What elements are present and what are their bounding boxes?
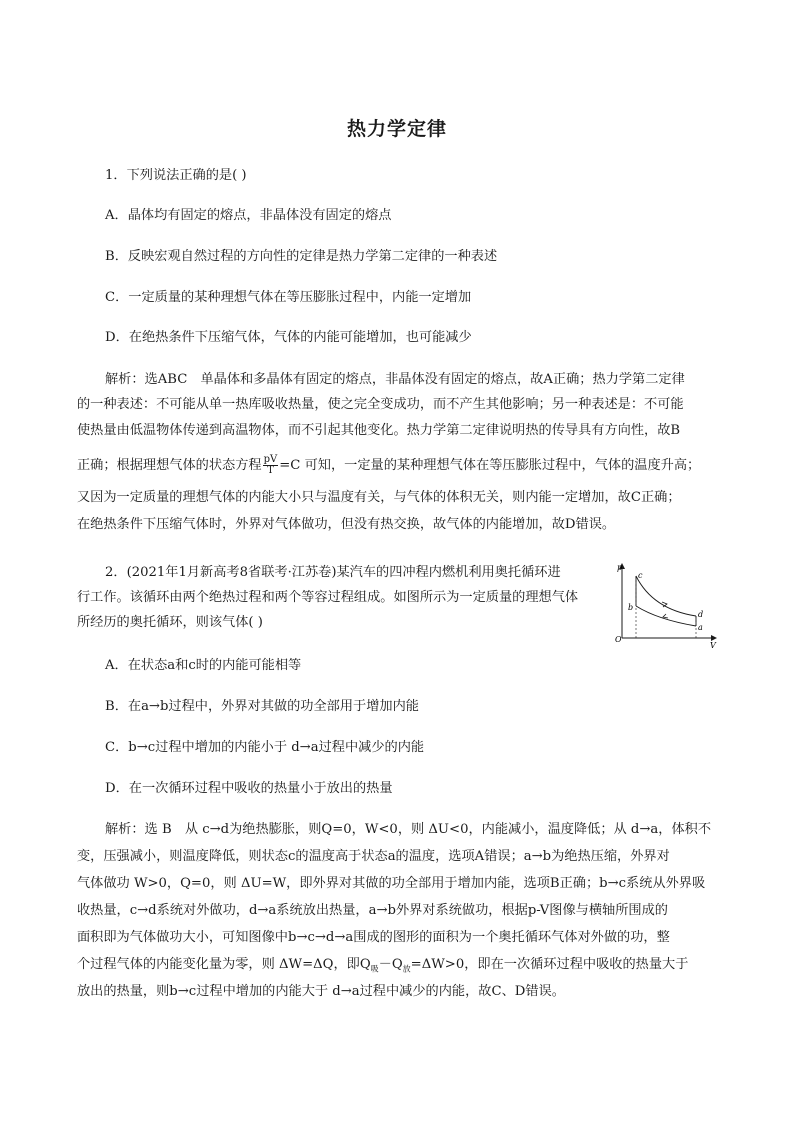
subscript-absorb: 吸 bbox=[370, 964, 379, 974]
question-2-explanation-line: 变，压强减小，则温度降低，则状态c的温度高于状态a的温度，选项A错误；a→b为绝热压缩，外界对 bbox=[77, 849, 670, 864]
fraction-numerator: pV bbox=[263, 454, 278, 465]
adiabatic-curve-cd bbox=[636, 576, 696, 616]
state-equation-fraction bbox=[263, 455, 279, 476]
arrow-a-to-b bbox=[663, 614, 668, 618]
question-1-stem: 1．下列说法正确的是( ) bbox=[105, 168, 247, 183]
point-b-label: b bbox=[628, 603, 634, 612]
question-1-explanation-line: 的一种表述：不可能从单一热库吸收热量，使之完全变成功，而不产生其他影响；另一种表述是：不可能 bbox=[77, 397, 684, 412]
question-1-explanation-line: 又因为一定质量的理想气体的内能大小只与温度有关，与气体的体积无关，则内能一定增加，故C正确； bbox=[77, 490, 681, 505]
subscript-release: 放 bbox=[402, 964, 411, 974]
question-2-stem-line: 2．(2021年1月新高考8省联考·江苏卷)某汽车的四冲程内燃机利用奥托循环进 bbox=[105, 565, 561, 580]
otto-cycle-pv-diagram bbox=[612, 560, 722, 650]
point-d-label: d bbox=[698, 610, 704, 619]
v-axis-label: V bbox=[710, 641, 716, 650]
question-1-explanation-line: 在绝热条件下压缩气体时，外界对气体做功，但没有热交换，故气体的内能增加，故D错误。 bbox=[77, 517, 616, 532]
question-1-explanation-line bbox=[77, 455, 700, 476]
question-2-option-a: A．在状态a和c时的内能可能相等 bbox=[105, 658, 302, 673]
question-2-explanation-line: 面积即为气体做功大小，可知图像中b→c→d→a围成的图形的面积为一个奥托循环气体对外做的功，整 bbox=[77, 930, 670, 945]
fraction-denominator: T bbox=[267, 465, 274, 476]
question-1-explanation-line: 使热量由低温物体传递到高温物体，而不引起其他变化。热力学第二定律说明热的传导具有方向性，故B bbox=[77, 423, 681, 438]
question-2-stem-line: 行工作。该循环由两个绝热过程和两个等容过程组成。如图所示为一定质量的理想气体 bbox=[77, 590, 579, 605]
question-2-option-c: C．b→c过程中增加的内能小于 d→a过程中减少的内能 bbox=[105, 740, 425, 755]
explanation-text: =ΔW>0，即在一次循环过程中吸收的热量大于 bbox=[410, 957, 689, 972]
question-2-explanation-line: 放出的热量，则b→c过程中增加的内能大于 d→a过程中减少的内能，故C、D错误。 bbox=[77, 984, 565, 999]
explanation-text: 正确；根据理想气体的状态方程 bbox=[77, 458, 262, 473]
question-1-explanation-line: 解析：选ABC 单晶体和多晶体有固定的熔点，非晶体没有固定的熔点，故A正确；热力学第二定律 bbox=[105, 372, 685, 387]
question-2-explanation-line: 气体做功 W>0，Q=0，则 ΔU=W，即外界对其做的功全部用于增加内能，选项B正确；b→c系统从外界吸 bbox=[77, 876, 706, 891]
point-c-label: c bbox=[638, 571, 643, 580]
question-2-option-b: B．在a→b过程中，外界对其做的功全部用于增加内能 bbox=[105, 699, 419, 714]
question-2-stem-line: 所经历的奥托循环，则该气体( ) bbox=[77, 615, 263, 630]
p-axis-label: p bbox=[617, 563, 623, 572]
question-2-explanation-line bbox=[77, 955, 688, 980]
question-2-option-d: D．在一次循环过程中吸收的热量小于放出的热量 bbox=[105, 781, 393, 796]
question-2-explanation-line: 解析：选 B 从 c→d为绝热膨胀，则Q=0，W<0，则 ΔU<0，内能减小，温度降低；从 d→a，体积不 bbox=[105, 822, 712, 837]
question-2-explanation-line: 收热量，c→d系统对外做功，d→a系统放出热量，a→b外界对系统做功，根据p-V图像与横轴所围成的 bbox=[77, 903, 668, 918]
adiabatic-curve-ab bbox=[636, 606, 696, 626]
question-1-option-b: B．反映宏观自然过程的方向性的定律是热力学第二定律的一种表述 bbox=[105, 249, 498, 264]
point-a-label: a bbox=[698, 623, 703, 632]
question-1-option-c: C．一定质量的某种理想气体在等压膨胀过程中，内能一定增加 bbox=[105, 290, 472, 305]
question-1-option-d: D．在绝热条件下压缩气体，气体的内能可能增加，也可能减少 bbox=[105, 330, 472, 345]
page-title: 热力学定律 bbox=[346, 118, 447, 140]
explanation-text: －Q bbox=[378, 957, 403, 972]
origin-label: O bbox=[615, 635, 622, 644]
question-1-option-a: A．晶体均有固定的熔点，非晶体没有固定的熔点 bbox=[105, 208, 392, 223]
explanation-text: =C 可知，一定量的某种理想气体在等压膨胀过程中，气体的温度升高； bbox=[279, 458, 701, 473]
explanation-text: 个过程气体的内能变化量为零，则 ΔW=ΔQ，即Q bbox=[77, 957, 371, 972]
